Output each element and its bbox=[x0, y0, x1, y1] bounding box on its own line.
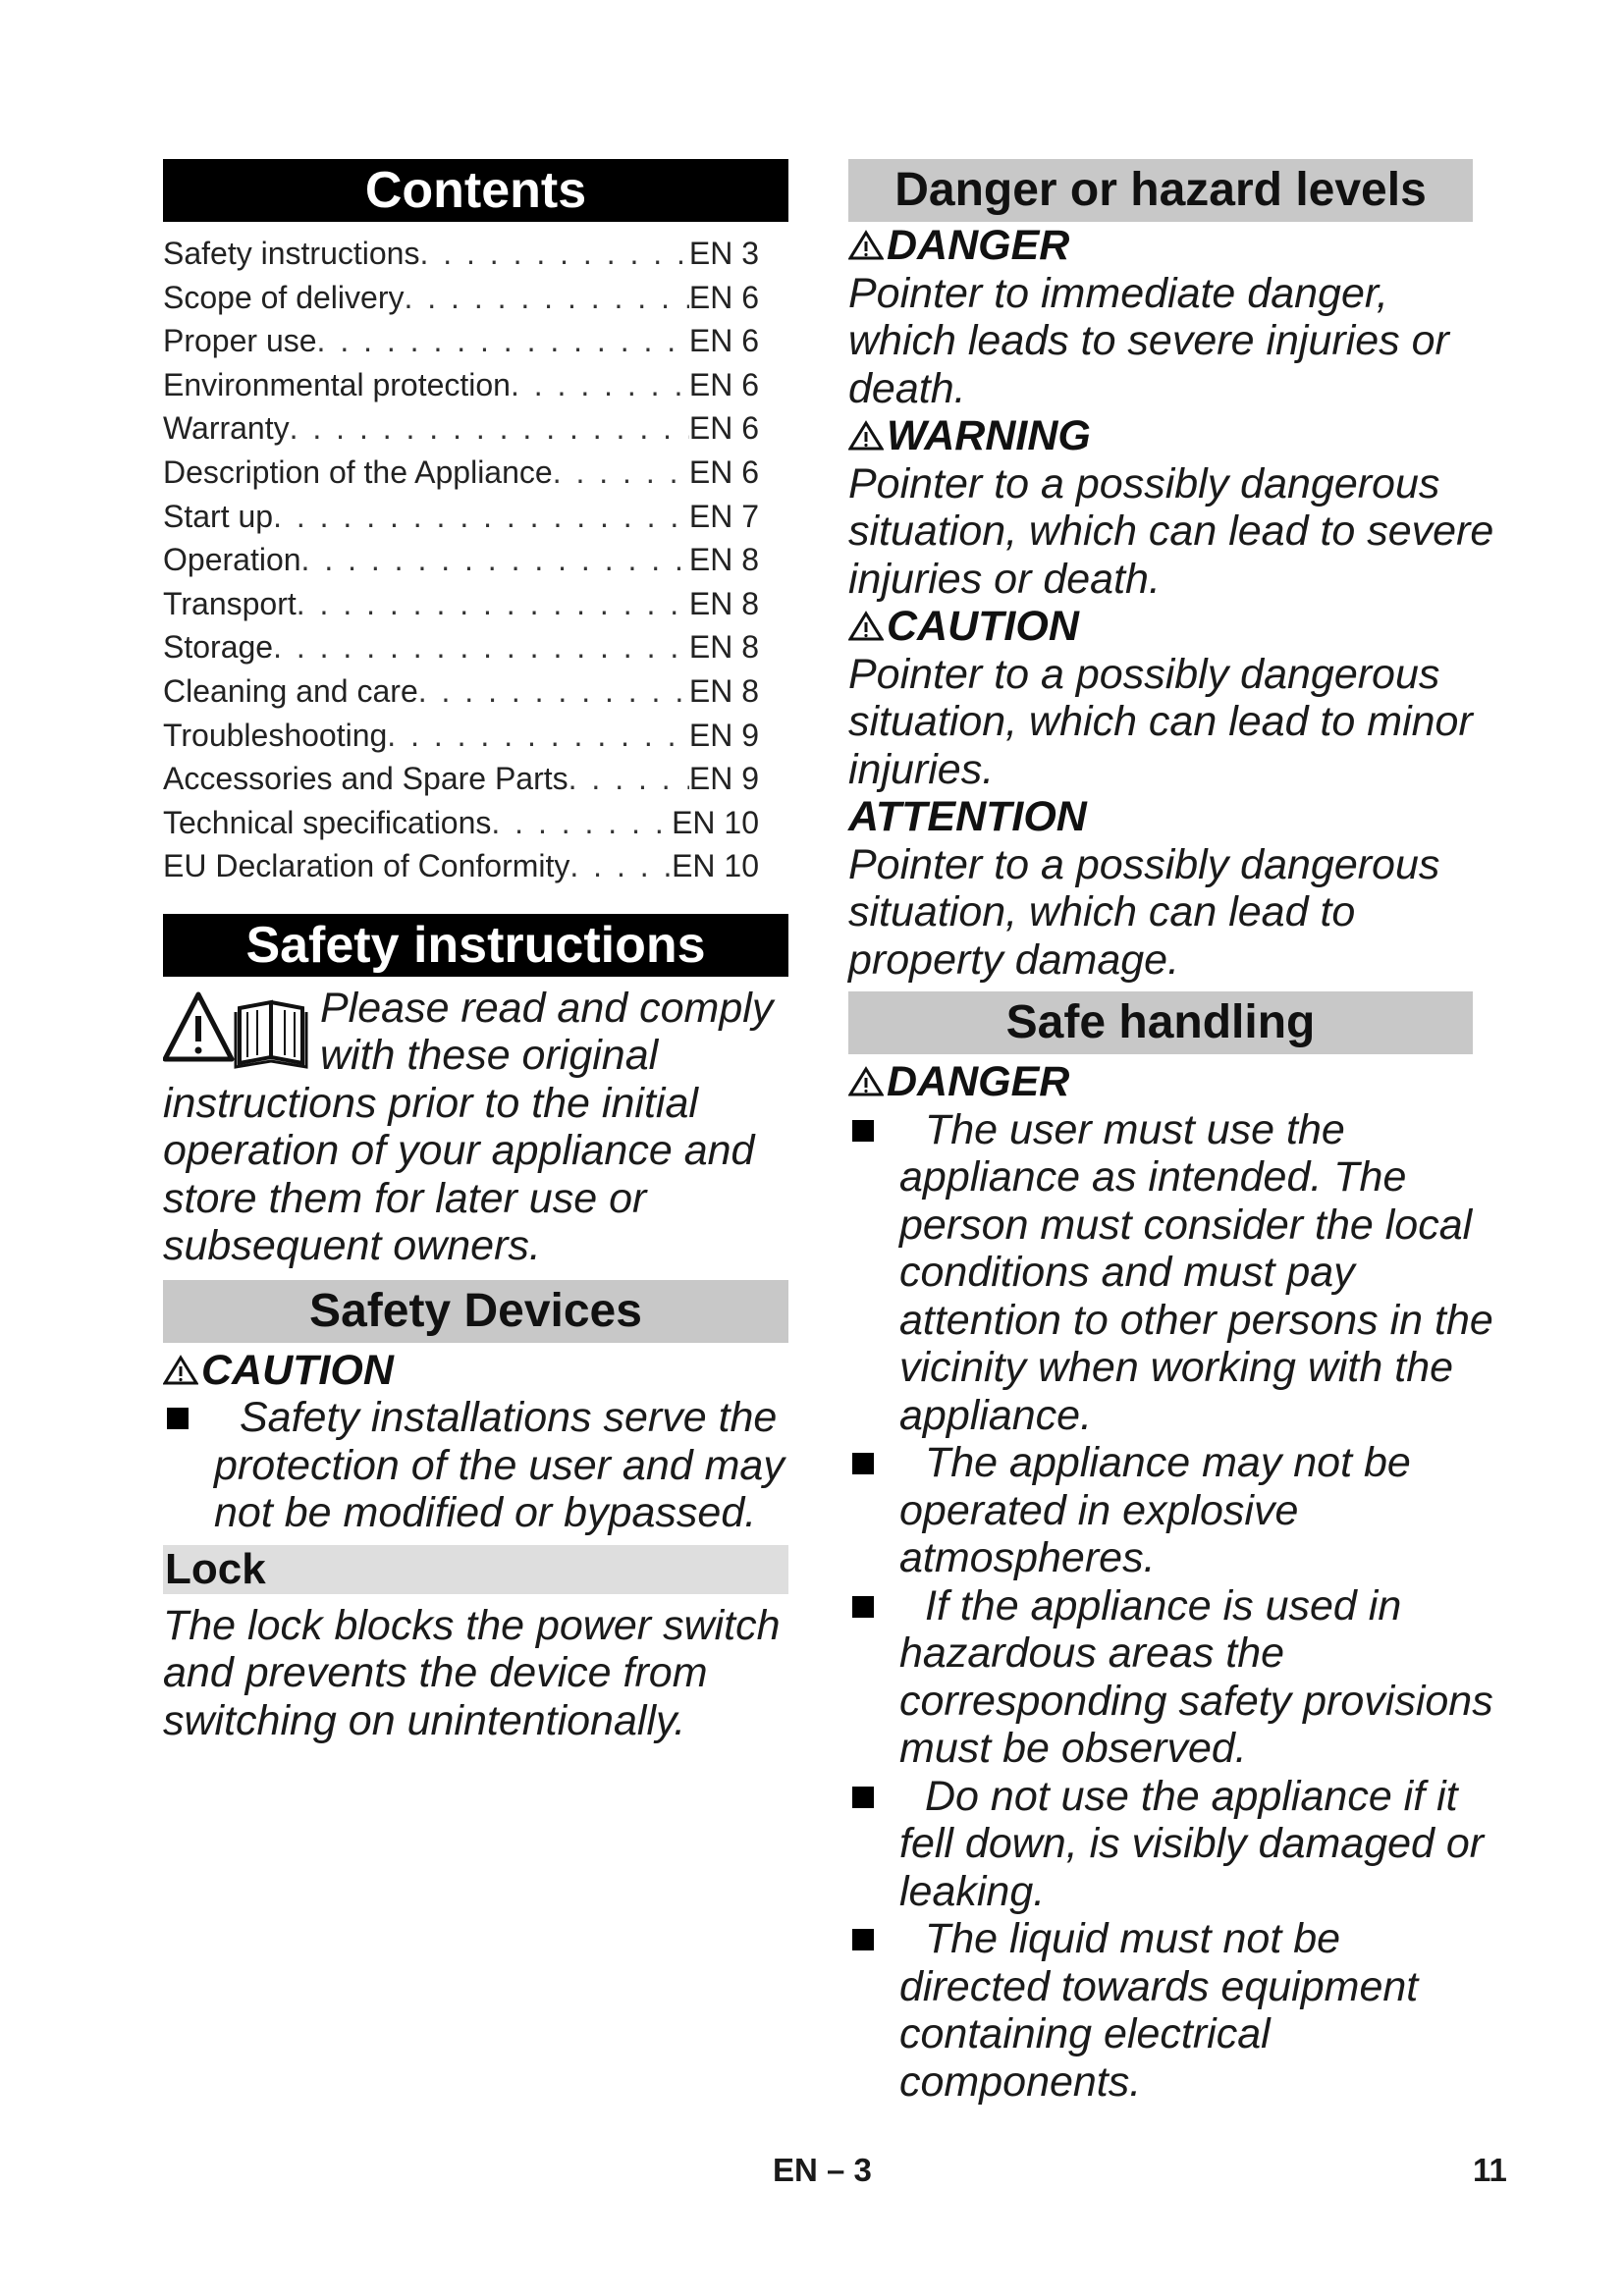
caution-label: CAUTION bbox=[163, 1347, 788, 1395]
lock-text: The lock blocks the power switch and prevents the device from switching on unintentionally. bbox=[163, 1601, 781, 1744]
contents-heading: Contents bbox=[163, 159, 788, 222]
bullet-square-icon bbox=[852, 1596, 874, 1618]
bullet-square-icon bbox=[852, 1929, 874, 1950]
toc-item[interactable]: Operation . . . EN 8 bbox=[163, 538, 788, 582]
warning-triangle-icon bbox=[848, 1066, 884, 1097]
toc-item[interactable]: Troubleshooting . . . EN 9 bbox=[163, 714, 788, 758]
list-item: If the appliance is used in hazardous areas the corresponding safety provisions must be observed. bbox=[848, 1582, 1496, 1773]
bullet-square-icon bbox=[852, 1120, 874, 1142]
toc-item[interactable]: EU Declaration of Conformity . . . EN 10 bbox=[163, 844, 788, 888]
warning-triangle-icon bbox=[848, 611, 884, 642]
caution-description: Pointer to a possibly dangerous situation, which can lead to minor injuries. bbox=[848, 650, 1473, 793]
attention-description: Pointer to a possibly dangerous situation, which can lead to property damage. bbox=[848, 840, 1440, 984]
attention-label: ATTENTION bbox=[848, 793, 1087, 840]
safety-devices-heading: Safety Devices bbox=[163, 1280, 788, 1343]
toc-item[interactable]: Proper use . . . EN 6 bbox=[163, 319, 788, 363]
toc-item[interactable]: Technical specifications . . . EN 10 bbox=[163, 801, 788, 845]
intro-text: Please read and comply with these original instructions prior to the initial operation of your appliance and store them for later use or subsequent owners. bbox=[163, 984, 774, 1270]
page-number: 11 bbox=[1473, 2152, 1507, 2188]
toc-item[interactable]: Warranty . . . EN 6 bbox=[163, 406, 788, 451]
safety-intro bbox=[163, 985, 788, 1270]
list-item: The liquid must not be directed towards equipment containing electrical components. bbox=[848, 1915, 1496, 2106]
bullet-square-icon bbox=[852, 1787, 874, 1808]
right-column bbox=[848, 159, 1496, 2106]
list-item: Do not use the appliance if it fell down, is visibly damaged or leaking. bbox=[848, 1773, 1496, 1916]
danger-description: Pointer to immediate danger, which leads to severe injuries or death. bbox=[848, 269, 1449, 412]
danger-label: DANGER bbox=[848, 222, 1496, 270]
danger-label: DANGER bbox=[848, 1058, 1496, 1106]
caution-label: CAUTION bbox=[848, 603, 1496, 651]
warning-and-manual-icon bbox=[163, 988, 312, 1073]
toc-item[interactable]: Transport . . . EN 8 bbox=[163, 582, 788, 626]
toc-item[interactable]: Cleaning and care . . . EN 8 bbox=[163, 669, 788, 714]
warning-triangle-icon bbox=[163, 1355, 198, 1386]
warning-triangle-icon bbox=[848, 420, 884, 452]
toc-item[interactable]: Storage . . . EN 8 bbox=[163, 625, 788, 669]
lock-heading: Lock bbox=[163, 1545, 788, 1594]
warning-triangle-icon bbox=[848, 230, 884, 261]
list-item: Safety installations serve the protection of the user and may not be modified or bypassed. bbox=[163, 1394, 788, 1537]
toc-item[interactable]: Environmental protection . . . EN 6 bbox=[163, 363, 788, 407]
page-label: EN – 3 bbox=[773, 2152, 872, 2188]
toc-item[interactable]: Scope of delivery . . . EN 6 bbox=[163, 276, 788, 320]
list-item: The user must use the appliance as intended. The person must consider the local conditions and must pay attention to other persons in the vicinity when working with the appliance. bbox=[848, 1106, 1496, 1440]
toc-item[interactable]: Start up . . . EN 7 bbox=[163, 495, 788, 539]
bullet-square-icon bbox=[167, 1408, 189, 1429]
bullet-square-icon bbox=[852, 1453, 874, 1474]
safety-instructions-heading: Safety instructions bbox=[163, 914, 788, 977]
left-column bbox=[163, 159, 788, 1744]
toc-item[interactable]: Accessories and Spare Parts . . . EN 9 bbox=[163, 757, 788, 801]
warning-label: WARNING bbox=[848, 412, 1496, 460]
toc-item[interactable]: Description of the Appliance . . . EN 6 bbox=[163, 451, 788, 495]
safe-handling-heading: Safe handling bbox=[848, 991, 1473, 1054]
toc-item[interactable]: Safety instructions . . . EN 3 bbox=[163, 232, 788, 276]
hazard-levels-heading: Danger or hazard levels bbox=[848, 159, 1473, 222]
list-item: The appliance may not be operated in explosive atmospheres. bbox=[848, 1439, 1496, 1582]
table-of-contents bbox=[163, 232, 788, 888]
warning-description: Pointer to a possibly dangerous situation, which can lead to severe injuries or death. bbox=[848, 459, 1494, 603]
